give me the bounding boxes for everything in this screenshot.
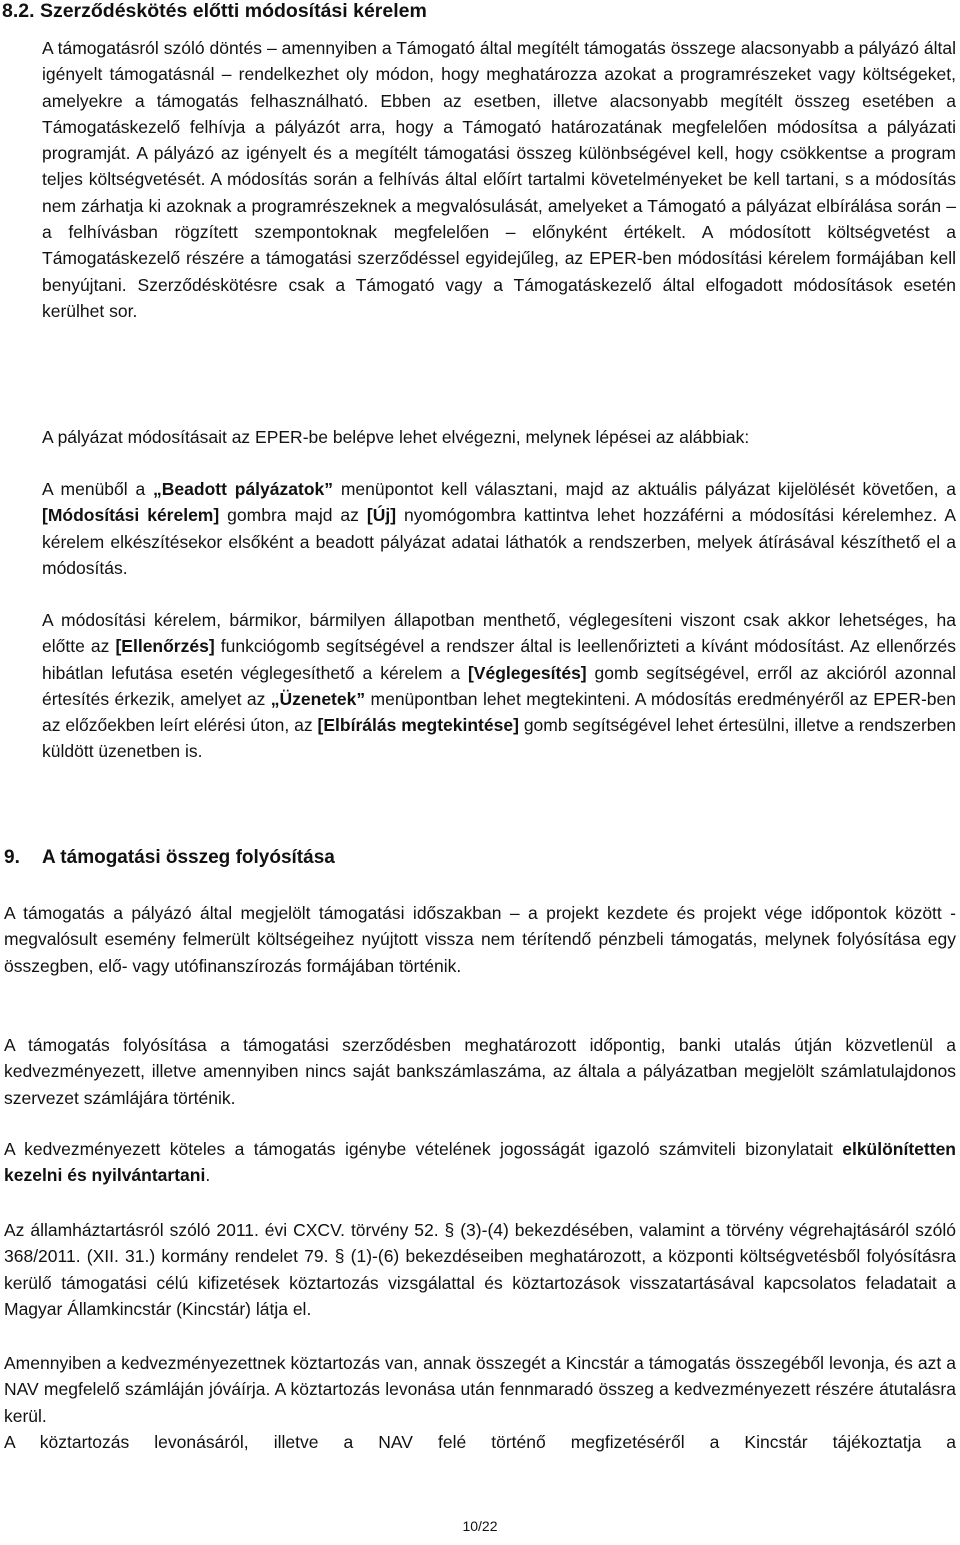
paragraph-disbursement: A támogatás folyósítása a támogatási szerződésben meghatározott időpontig, banki utalás útján közvetlenül a kedvezményezett, illetve amennyiben nincs saját bankszámlaszáma, az általa a pályázatban megjelölt számlatulajdonos szervezet számlájára történik. (4, 1035, 956, 1108)
text-run: gombra majd az (219, 505, 367, 526)
button-reference-veglegesites: [Véglegesítés] (467, 662, 587, 683)
paragraph-legal-basis: Az államháztartásról szóló 2011. évi CXCV. törvény 52. § (3)-(4) bekezdésében, valamint a törvény végrehajtásáról szóló 368/2011. (XII. 31.) kormány rendelet 79. § (1)-(6) bekezdéseiben meghatározott, a központi költségvetésből folyósításra kerülő támogatási célú kifizetések köztartozás vizsgálattal és köztartozások visszatartásával kapcsolatos feladatait a Magyar Államkincstár (Kincstár) látja el. (4, 1220, 956, 1319)
paragraph-decision: A támogatásról szóló döntés – amennyiben a Támogató által megítélt támogatás összege alacsonyabb a pályázó által igényelt támogatásnál – rendelkezhet oly módon, hogy meghatározza azokat a programrészeket vagy költségeket, amelyekre a támogatás felhasználható. Ebben az esetben, illetve alacsonyabb megítélt összeg esetében a Támogatáskezelő felhívja a pályázót arra, hogy a Támogató határozatának megfelelően módosítsa a pályázati programját. A pályázó az igényelt és a megítélt támogatási összeg különbségével kell, hogy csökkentse a program teljes költségvetését. A módosítás során a felhívás által előírt tartalmi követelményeket be kell tartani, s a módosítás nem zárhatja ki azoknak a programrészeknek a megvalósulását, amelyeket a Támogató a pályázat elbírálása során – a felhívásban rögzített szempontoknak megfelelően – előnyként értékelt. A módosított költségvetést a Támogatáskezelő részére a támogatási szerződéssel egyidejűleg, az EPER-ben módosítási kérelem formájában kell benyújtani. Szerződéskötésre csak a Támogató vagy a Támogatáskezelő által elfogadott módosítások esetén kerülhet sor. (42, 38, 956, 321)
paragraph-records (4, 1136, 956, 1189)
text-run: A kedvezményezett köteles a támogatás igénybe vételének jogosságát igazoló számviteli bizonylatait (4, 1139, 843, 1159)
page-number: 10/22 (462, 1518, 498, 1534)
section-9-number: 9. (4, 847, 20, 868)
paragraph-public-debt: Amennyiben a kedvezményezettnek köztartozás van, annak összegét a Kincstár a támogatás összegéből levonja, és azt a NAV megfelelő számláján jóváírja. A köztartozás levonása után fennmaradó összeg a kedvezményezett részére átutalásra kerül. (4, 1353, 956, 1426)
menu-reference-beadott: „Beadott pályázatok” (153, 479, 333, 499)
section-9-heading (4, 846, 335, 870)
paragraph-notification: A köztartozás levonásáról, illetve a NAV felé történő megfizetéséről a Kincstár tájékoztatja a (4, 1432, 956, 1452)
text-run: gomb segítségével, erről az akcióról azonnal értesítés érkezik, amelyet az (42, 662, 956, 709)
paragraph-support-type: A támogatás a pályázó által megjelölt támogatási időszakban – a projekt kezdete és projekt vége időpontok között - megvalósult esemény felmerült költségeihez nyújtott vissza nem térítendő pénzbeli támogatás, melynek folyósítása egy összegben, elő- vagy utófinanszírozás formájában történik. (4, 903, 956, 976)
paragraph-menu-instructions (42, 476, 956, 581)
text-run: nyomógombra kattintva lehet hozzáférni a módosítási kérelemhez. A kérelem elkészítésekor elsőként a beadott pályázat adatai láthatók a rendszerben, melyek átírásával készíthető el a módosítás. (42, 505, 957, 578)
text-run: menüpontban lehet megtekinteni. A módosítás eredményéről az EPER-ben az előzőekben leírt elérési úton, az (42, 688, 956, 736)
text-run: . (205, 1165, 211, 1186)
menu-reference-uzenetek: „Üzenetek” (270, 688, 366, 709)
text-run: menüpontot kell választani, majd az aktuális pályázat kijelölését követően, a (333, 479, 957, 499)
section-9-title: A támogatási összeg folyósítása (42, 847, 335, 868)
button-reference-elbiralas: [Elbírálás megtekintése] (317, 715, 519, 736)
text-run: gomb segítségével lehet értesülni, illetve a rendszerben küldött üzenetben is. (42, 715, 956, 762)
text-run: A menüből a (42, 479, 154, 499)
paragraph-finalization (42, 607, 956, 765)
paragraph-modification-steps-intro: A pályázat módosításait az EPER-be belépve lehet elvégezni, melynek lépései az alábbiak: (42, 427, 750, 447)
emphasis-records: elkülönítetten kezelni és nyilvántartani (4, 1139, 956, 1186)
section-heading: 8.2. Szerződéskötés előtti módosítási kérelem (2, 0, 427, 22)
button-reference-modositasi-kerelem: [Módosítási kérelem] (42, 505, 220, 526)
text-run: funkciógomb segítségével a rendszer által is leellenőrizteti a kívánt módosítást. Az ellenőrzés hibátlan lefutása esetén véglegesíthető a kérelem a (42, 636, 956, 683)
text-run: A módosítási kérelem, bármikor, bármilyen állapotban menthető, véglegesíteni viszont csak akkor lehetséges, ha előtte az (42, 610, 956, 657)
button-reference-uj: [Új] (366, 505, 397, 526)
button-reference-ellenorzes: [Ellenőrzés] (115, 636, 215, 657)
